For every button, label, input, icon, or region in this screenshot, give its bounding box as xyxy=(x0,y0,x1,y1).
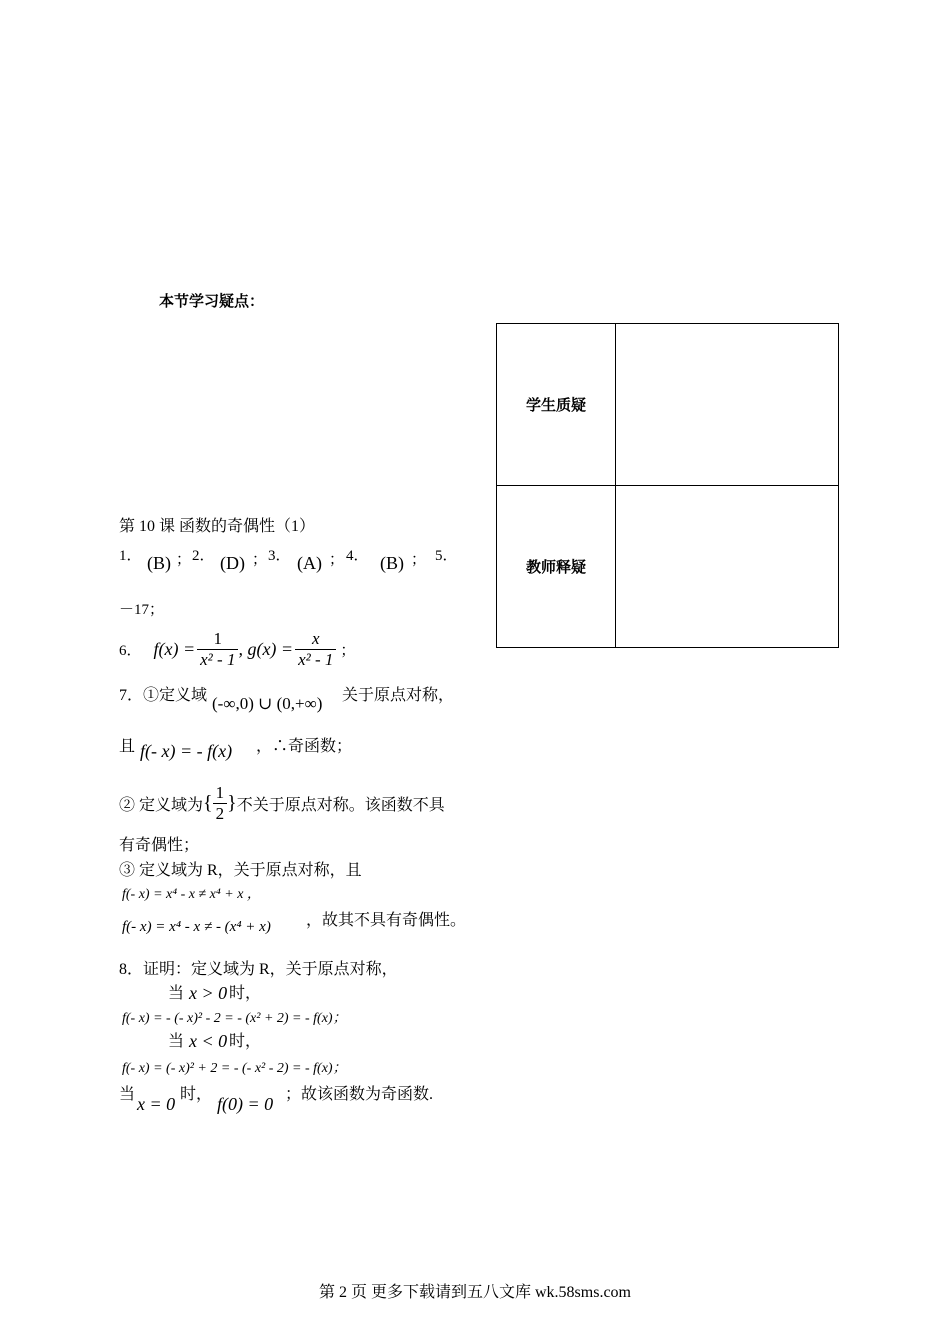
q2-answer: (D) xyxy=(220,553,245,573)
q4-sep: ； xyxy=(411,552,427,568)
q6-f-fraction xyxy=(197,629,238,670)
q6-line xyxy=(119,626,355,672)
q8-case1-equation: f(- x) = - (- x)² - 2 = - (x² + 2) = - f(x)； xyxy=(122,1011,347,1026)
q7-part2-set-fraction xyxy=(213,783,228,824)
q7-part2-set-numerator: 1 xyxy=(215,782,225,802)
q6-g-numerator: x xyxy=(311,628,320,648)
q7-part3-equation1: f(- x) = x⁴ - x ≠ x⁴ + x ， xyxy=(122,887,261,902)
q8-case3-prefix: 当 xyxy=(119,1086,136,1103)
q8-case3-suffix: ；故该函数为奇函数. xyxy=(285,1086,434,1103)
q7-part2-prefix: ② 定义域为 xyxy=(119,796,204,814)
q4-number: 4． xyxy=(346,548,369,564)
q7-part2-brace-close: } xyxy=(227,791,237,814)
student-question-cell xyxy=(616,324,839,486)
qa-table xyxy=(496,323,839,648)
q7-part2-brace-open: { xyxy=(203,791,213,814)
q8-case3-mid: 时， xyxy=(180,1086,213,1103)
q5-answer: －17； xyxy=(119,602,165,618)
q8-case2-equation: f(- x) = (- x)² + 2 = - (- x² - 2) = - f(x)； xyxy=(122,1061,347,1076)
q7-part2-line2: 有奇偶性； xyxy=(119,837,200,854)
q4-answer: (B) xyxy=(380,553,404,573)
q1-number: 1． xyxy=(119,548,142,564)
q2-sep: ； xyxy=(252,552,268,568)
lesson-title: 第 10 课 函数的奇偶性（1） xyxy=(119,518,316,535)
student-question-label: 学生质疑 xyxy=(497,324,616,486)
q7-domain: (-∞,0) ∪ (0,+∞) xyxy=(212,694,323,713)
q3-number: 3． xyxy=(268,548,291,564)
q8-case3-condition: x = 0 xyxy=(137,1094,176,1114)
q7-part2-suffix: 不关于原点对称。该函数不具 xyxy=(236,796,445,814)
q6-f-denominator: x² - 1 xyxy=(197,649,238,670)
q8-case2-condition: x < 0 xyxy=(189,1031,228,1051)
q1-answer: (B) xyxy=(147,553,171,573)
q7-part3-line1: ③ 定义域为 R，关于原点对称，且 xyxy=(119,862,362,879)
q8-case1-suffix: 时， xyxy=(229,985,262,1002)
q7-part3-suffix: ，故其不具有奇偶性。 xyxy=(306,912,467,929)
q7-part2-set-denominator: 2 xyxy=(213,803,228,824)
q8-case3-equation: f(0) = 0 xyxy=(217,1094,274,1114)
student-row xyxy=(497,324,839,486)
teacher-answer-label: 教师释疑 xyxy=(497,486,616,648)
q6-f-numerator: 1 xyxy=(213,628,223,648)
q3-sep: ； xyxy=(329,552,345,568)
q7-line1-prefix: 7．①定义域 xyxy=(119,687,208,704)
q7-part2-line xyxy=(119,780,445,826)
q1-sep: ； xyxy=(176,552,192,568)
q7-part3-equation2: f(- x) = x⁴ - x ≠ - (x⁴ + x) xyxy=(122,919,271,935)
teacher-answer-cell xyxy=(616,486,839,648)
q5-number: 5． xyxy=(435,548,458,564)
q7-line2-prefix: 且 xyxy=(119,738,136,755)
q6-tail: ； xyxy=(340,642,356,659)
page-footer: 第 2 页 更多下载请到五八文库 wk.58sms.com xyxy=(318,1284,631,1301)
q7-line2-suffix: ，∴奇函数； xyxy=(256,738,353,755)
q7-line1-suffix: 关于原点对称， xyxy=(342,687,455,704)
q7-line2-equation: f(- x) = - f(x) xyxy=(140,741,233,761)
q6-g-lhs: , g(x) = xyxy=(238,638,294,659)
q8-case2-prefix: 当 xyxy=(168,1033,185,1050)
q8-line1: 8．证明：定义域为 R，关于原点对称， xyxy=(119,961,398,978)
q8-case1-condition: x > 0 xyxy=(189,983,228,1003)
section-heading: 本节学习疑点： xyxy=(159,292,265,310)
q8-case1-prefix: 当 xyxy=(168,985,185,1002)
q3-answer: (A) xyxy=(297,553,322,573)
q6-f-lhs: f(x) = xyxy=(153,638,196,659)
q6-g-denominator: x² - 1 xyxy=(295,649,336,670)
teacher-row xyxy=(497,486,839,648)
q2-number: 2． xyxy=(192,548,215,564)
q8-case2-suffix: 时， xyxy=(229,1033,262,1050)
q6-number: 6． xyxy=(119,642,142,659)
q6-g-fraction xyxy=(295,629,336,670)
